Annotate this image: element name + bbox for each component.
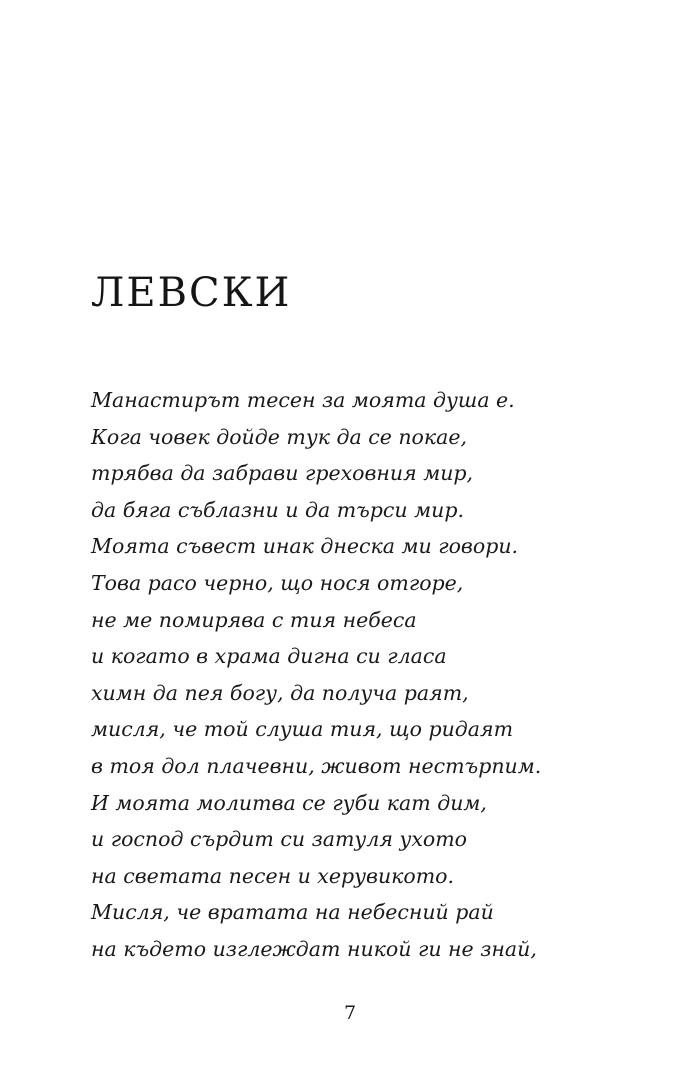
poem-line: на светата песен и херувикото. (91, 863, 455, 888)
poem-title: ЛЕВСКИ (91, 270, 292, 316)
poem-line: И моята молитва се губи кат дим, (91, 790, 487, 815)
poem-line: и когато в храма дигна си гласа (91, 644, 447, 669)
poem-line: да бяга съблазни и да търси мир. (91, 497, 464, 522)
stanza-1 (91, 382, 541, 894)
poem-line: и господ сърдит си затуля ухото (91, 827, 468, 852)
poem-line: мисля, че той слуша тия, що ридаят (91, 717, 514, 742)
poem-line: на където изглеждат никой ги не знай, (91, 936, 537, 961)
poem-line: Кога човек дойде тук да се покае, (91, 424, 468, 449)
poem-line: трябва да забрави греховния мир, (91, 461, 474, 486)
poem-line: химн да пея богу, да получа раят, (91, 680, 469, 705)
poem-line: Манастирът тесен за моята душа е. (91, 388, 515, 412)
poem-line: Това расо черно, що нося отгоре, (91, 570, 464, 595)
poem-line: в тоя дол плачевни, живот нестърпим. (91, 753, 542, 778)
poem-line: Моята съвест инак днеска ми говори. (91, 534, 519, 559)
poem-line: не ме помирява с тия небеса (91, 607, 417, 632)
stanza-2 (91, 894, 537, 967)
page-number: 7 (343, 1002, 357, 1024)
poem-line: Мисля, че вратата на небесний рай (91, 900, 494, 924)
